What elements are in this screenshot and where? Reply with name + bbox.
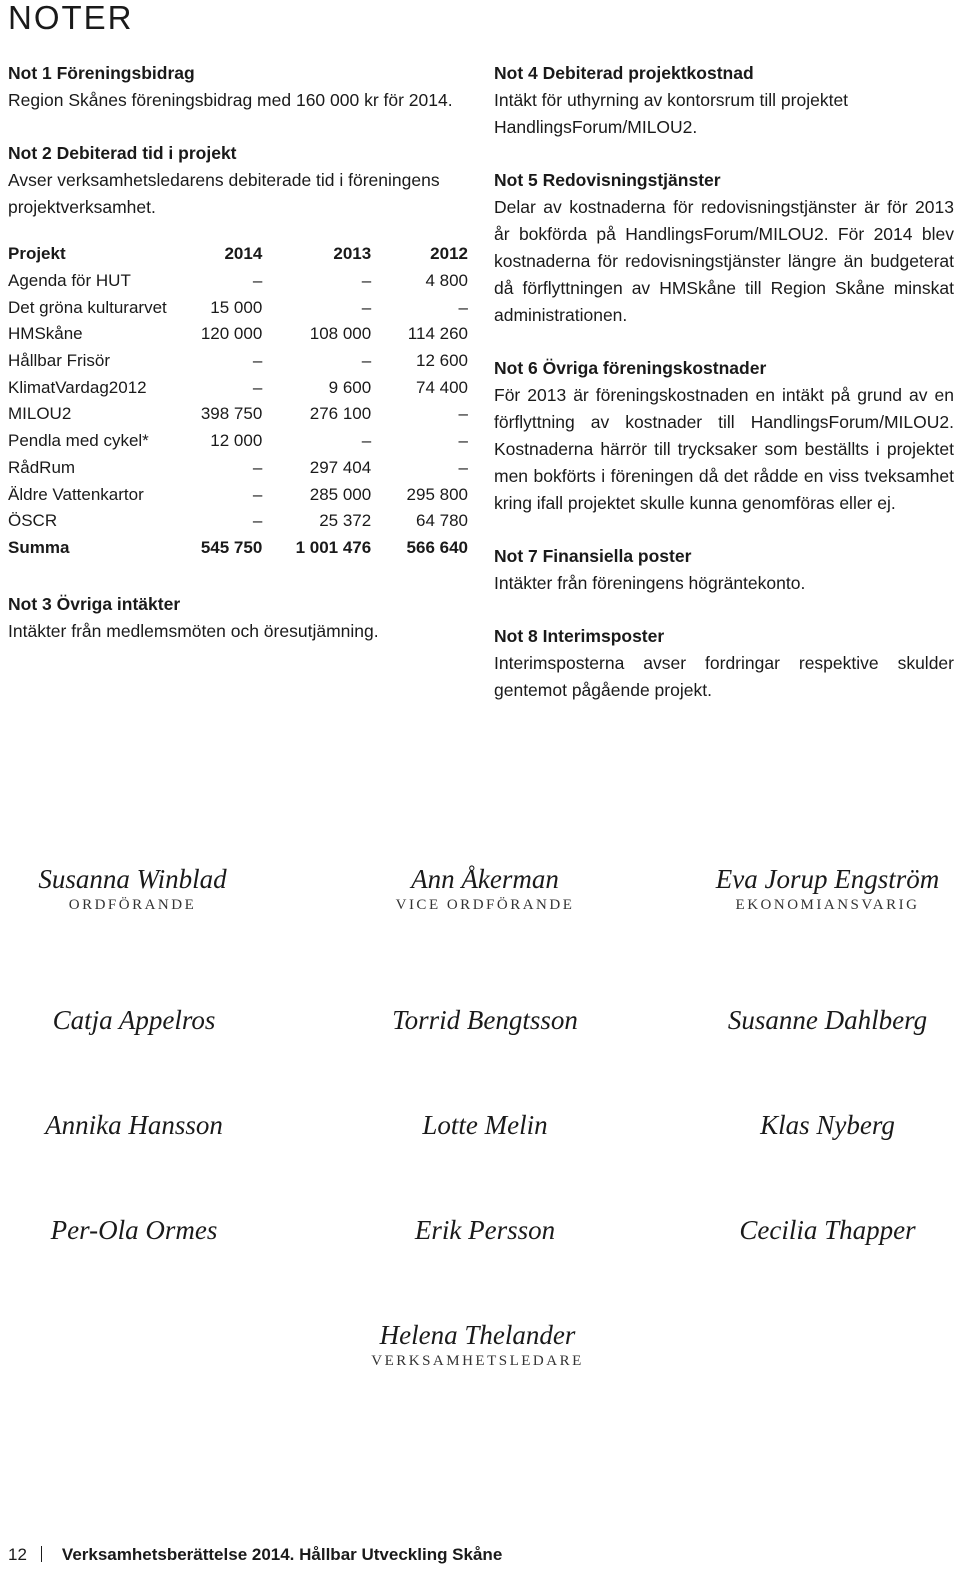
project-name: Äldre Vattenkartor: [8, 484, 144, 504]
signature-block: [0, 864, 265, 916]
signature-name: Susanna Winblad: [38, 864, 227, 894]
left-column: [8, 60, 470, 671]
value-2012: 74 400: [416, 377, 468, 397]
project-name: RådRum: [8, 457, 76, 477]
signature-name: Catja Appelros: [52, 1005, 216, 1035]
signature-name: Cecilia Thapper: [739, 1215, 916, 1245]
signature-block: [0, 1005, 268, 1035]
project-name: Hållbar Frisör: [8, 351, 111, 371]
table-row: [8, 401, 468, 428]
value-2012: 114 260: [407, 324, 468, 344]
note-text: För 2013 är föreningskostnaden en intäkt på grund av en förflyttning av kostnader till HandlingsForum/MILOU2. Kostnaderna härrör till trycksaker som beställts i projektet men bokförts i föreningen då det rådde en viss tveksamhet kring ifall projektet skulle kunna genomföras eller ej.: [494, 385, 954, 513]
page-title: NOTER: [8, 0, 134, 36]
note-text: Intäkt för uthyrning av kontorsrum till projektet HandlingsForum/MILOU2.: [494, 90, 849, 137]
value-2014: 120 000: [200, 324, 263, 344]
project-name: KlimatVardag2012: [8, 377, 147, 397]
value-2014: 12 000: [210, 431, 263, 451]
signature-role: VERKSAMHETSLEDARE: [371, 1353, 584, 1369]
signature-block: [345, 1110, 625, 1140]
project-name: ÖSCR: [8, 511, 58, 531]
note-title: Not 2 Debiterad tid i projekt: [8, 143, 237, 163]
note-8: [494, 623, 954, 704]
note-4: [494, 60, 954, 141]
column-header: 2014: [224, 244, 263, 264]
value-2014: –: [252, 271, 263, 291]
table-sum-row: [8, 535, 468, 562]
value-2012: 4 800: [425, 271, 468, 291]
note-text: Intäkter från föreningens högräntekonto.: [494, 573, 806, 593]
value-2013: 285 000: [309, 484, 372, 504]
table-row: [8, 321, 468, 348]
project-name: Agenda för HUT: [8, 271, 131, 291]
note-title: Not 4 Debiterad projektkostnad: [494, 63, 754, 83]
right-column: [494, 60, 954, 730]
signature-role: ORDFÖRANDE: [68, 897, 197, 913]
note-title: Not 6 Övriga föreningskostnader: [494, 358, 767, 378]
note-title: Not 3 Övriga intäkter: [8, 594, 181, 615]
note-text: Intäkter från medlemsmöten och öresutjämning.: [8, 621, 379, 642]
signature-block: [345, 1215, 625, 1245]
note-title: Not 5 Redovisningstjänster: [494, 170, 721, 190]
column-header: Projekt: [8, 244, 66, 264]
sum-2014: 545 750: [200, 537, 263, 557]
signature-block: [690, 1005, 960, 1035]
signature-block: [335, 1320, 620, 1372]
note-text: Interimsposterna avser fordringar respektive skulder gentemot pågående projekt.: [494, 653, 954, 700]
note-1: [8, 60, 470, 114]
value-2014: –: [252, 484, 263, 504]
value-2012: 64 780: [416, 511, 468, 531]
table-row: [8, 428, 468, 455]
value-2014: –: [252, 351, 263, 371]
note-title: Not 8 Interimsposter: [494, 626, 665, 646]
value-2012: 295 800: [406, 484, 468, 504]
note-text: Delar av kostnaderna för redovisningstjänster är för 2013 år bokförda på HandlingsForum/MILOU2. För 2014 blev kostnaderna för redovisningstjänster längre än budgeterat då förflyttningen av HMSkåne till Region Skåne minskat administrationen.: [494, 197, 954, 325]
signature-block: [690, 864, 960, 916]
value-2012: –: [458, 431, 468, 451]
signature-name: Helena Thelander: [379, 1320, 576, 1350]
signature-block: [690, 1110, 960, 1140]
signature-block: [0, 1215, 268, 1245]
sum-2013: 1 001 476: [295, 537, 372, 557]
value-2012: 12 600: [416, 351, 468, 371]
value-2012: –: [458, 457, 468, 477]
column-header: 2013: [333, 244, 372, 264]
page-number: 12: [8, 1545, 27, 1564]
value-2014: –: [252, 377, 263, 397]
note-title: Not 7 Finansiella poster: [494, 546, 692, 566]
value-2013: –: [361, 297, 372, 317]
value-2012: –: [458, 404, 468, 424]
signature-block: [0, 1110, 268, 1140]
note-7: [494, 543, 954, 597]
note-title: Not 1 Föreningsbidrag: [8, 63, 195, 83]
project-name: HMSkåne: [8, 324, 83, 344]
note-text: Region Skånes föreningsbidrag med 160 000 kr för 2014.: [8, 90, 453, 110]
note-text: Avser verksamhetsledarens debiterade tid i föreningens projektverksamhet.: [8, 170, 440, 217]
footer-divider: [41, 1546, 42, 1562]
signature-name: Torrid Bengtsson: [392, 1005, 578, 1035]
signature-role: VICE ORDFÖRANDE: [395, 897, 575, 913]
table-row: [8, 481, 468, 508]
value-2013: –: [361, 271, 372, 291]
value-2013: 25 372: [319, 511, 372, 531]
sum-2012: 566 640: [406, 537, 468, 557]
signature-name: Annika Hansson: [45, 1110, 223, 1140]
sum-label: Summa: [8, 537, 70, 557]
signature-block: [345, 864, 625, 916]
value-2013: 108 000: [309, 324, 372, 344]
signature-name: Lotte Melin: [422, 1110, 548, 1140]
signature-block: [345, 1005, 625, 1035]
value-2013: 9 600: [328, 377, 372, 397]
note-3: [8, 591, 470, 645]
value-2014: 398 750: [200, 404, 263, 424]
table-row: [8, 508, 468, 535]
project-name: MILOU2: [8, 404, 72, 424]
table-row: [8, 268, 468, 295]
table-row: [8, 374, 468, 401]
table-header-row: [8, 241, 468, 268]
value-2013: 297 404: [309, 457, 372, 477]
signature-block: [690, 1215, 960, 1245]
signature-name: Eva Jorup Engström: [715, 864, 940, 894]
value-2014: –: [252, 457, 263, 477]
value-2013: –: [361, 351, 372, 371]
note-6: [494, 355, 954, 517]
column-header: 2012: [430, 244, 468, 264]
signature-name: Klas Nyberg: [760, 1110, 895, 1140]
signature-name: Per-Ola Ormes: [50, 1215, 218, 1245]
note-2: [8, 140, 470, 221]
table-row: [8, 455, 468, 482]
value-2013: –: [361, 431, 372, 451]
project-name: Det gröna kulturarvet: [8, 297, 167, 317]
value-2014: 15 000: [210, 297, 263, 317]
table-row: [8, 348, 468, 375]
table-row: [8, 294, 468, 321]
value-2014: –: [252, 511, 263, 531]
value-2012: –: [458, 297, 468, 317]
note-5: [494, 167, 954, 329]
signature-name: Susanne Dahlberg: [727, 1005, 928, 1035]
publication-title: Verksamhetsberättelse 2014. Hållbar Utveckling Skåne: [61, 1545, 503, 1564]
project-table: [8, 241, 468, 561]
signature-role: EKONOMIANSVARIG: [735, 897, 920, 913]
signature-name: Ann Åkerman: [411, 864, 559, 894]
signature-name: Erik Persson: [414, 1215, 556, 1245]
value-2013: 276 100: [309, 404, 372, 424]
project-name: Pendla med cykel*: [8, 431, 149, 451]
page-footer: [8, 1544, 502, 1566]
